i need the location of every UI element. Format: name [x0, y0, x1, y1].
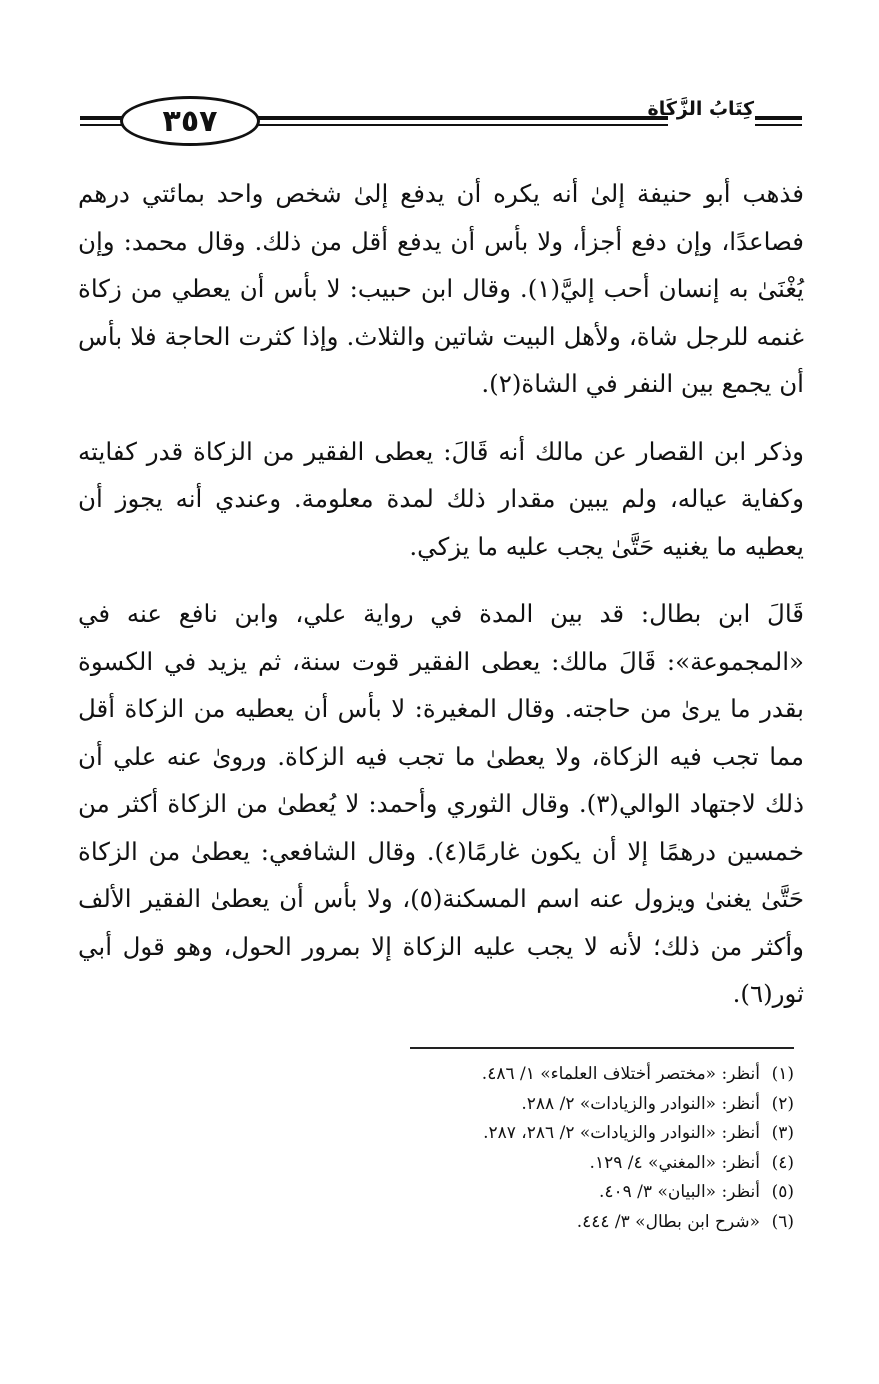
footnote-text: أنظر: «النوادر والزيادات» ٢/ ٢٨٦، ٢٨٧.	[483, 1123, 760, 1143]
footnote-5	[274, 1178, 794, 1208]
paragraph-3: قَالَ ابن بطال: قد بين المدة في رواية علي، وابن نافع عنه في «المجموعة»: قَالَ مالك: يعطى الفقير قوت سنة، ثم يزيد في الكسوة بقدر ما يرىٰ من حاجته. وقال المغيرة: لا بأس أن يعطيه من الزكاة أقل مما تجب فيه الزكاة، ولا يعطىٰ ما تجب فيه الزكاة. وروىٰ عنه علي أن ذلك لاجتهاد الوالي(٣). وقال الثوري وأحمد: لا يُعطىٰ من الزكاة أكثر من خمسين درهمًا إلا أن يكون غارمًا(٤). وقال الشافعي: يعطىٰ من الزكاة حَتَّىٰ يغنىٰ ويزول عنه اسم المسكنة(٥)، ولا بأس أن يعطىٰ الفقير الألف وأكثر من ذلك؛ لأنه لا يجب عليه الزكاة إلا بمرور الحول، وهو قول أبي ثور(٦).	[78, 599, 804, 1008]
footnote-text: أنظر: «مختصر أختلاف العلماء» ١/ ٤٨٦.	[481, 1064, 760, 1084]
footnote-separator	[410, 1047, 794, 1049]
footnote-6	[274, 1208, 794, 1238]
footnote-number: (١)	[771, 1064, 794, 1084]
paragraph-1: فذهب أبو حنيفة إلىٰ أنه يكره أن يدفع إلىٰ شخص واحد بمائتي درهم فصاعدًا، وإن دفع أجزأ، ولا بأس أن يدفع أقل من ذلك. وقال محمد: وإن يُغْنَىٰ به إنسان أحب إليَّ(١). وقال ابن حبيب: لا بأس أن يعطي من زكاة غنمه للرجل شاة، ولأهل البيت شاتين والثلاث. وإذا كثرت الحاجة فلا بأس أن يجمع بين النفر في الشاة(٢).	[78, 179, 804, 398]
footnote-1	[274, 1060, 794, 1090]
footnote-text: أنظر: «البيان» ٣/ ٤٠٩.	[598, 1182, 760, 1202]
footnote-text: «شرح ابن بطال» ٣/ ٤٤٤.	[576, 1211, 760, 1232]
paragraph-2: وذكر ابن القصار عن مالك أنه قَالَ: يعطى الفقير من الزكاة قدر كفايته وكفاية عياله، ولم يبين مقدار ذلك لمدة معلومة. وعندي أنه يجوز أن يعطيه ما يغنيه حَتَّىٰ يجب عليه ما يزكي.	[78, 436, 804, 561]
footnote-number: (٥)	[771, 1182, 794, 1202]
footnote-4	[274, 1149, 794, 1179]
header-rule-right	[755, 116, 802, 128]
footnote-2	[274, 1090, 794, 1120]
footnote-number: (٣)	[771, 1123, 794, 1143]
footnote-3	[274, 1119, 794, 1149]
footnote-number: (٦)	[771, 1211, 794, 1232]
header-rule-middle	[248, 116, 668, 128]
footnote-number: (٢)	[771, 1093, 794, 1114]
page-number-oval	[120, 96, 260, 146]
running-header	[80, 90, 802, 160]
page-number: ٣٥٧	[162, 103, 218, 139]
footnote-text: أنظر: «المغني» ٤/ ١٢٩.	[589, 1152, 760, 1173]
footnotes	[274, 1060, 794, 1237]
footnote-text: أنظر: «النوادر والزيادات» ٢/ ٢٨٨.	[521, 1093, 760, 1114]
footnote-number: (٤)	[771, 1152, 794, 1173]
main-text	[78, 170, 804, 1038]
chapter-title: كِتَابُ الزَّكَاةِ	[647, 98, 754, 120]
